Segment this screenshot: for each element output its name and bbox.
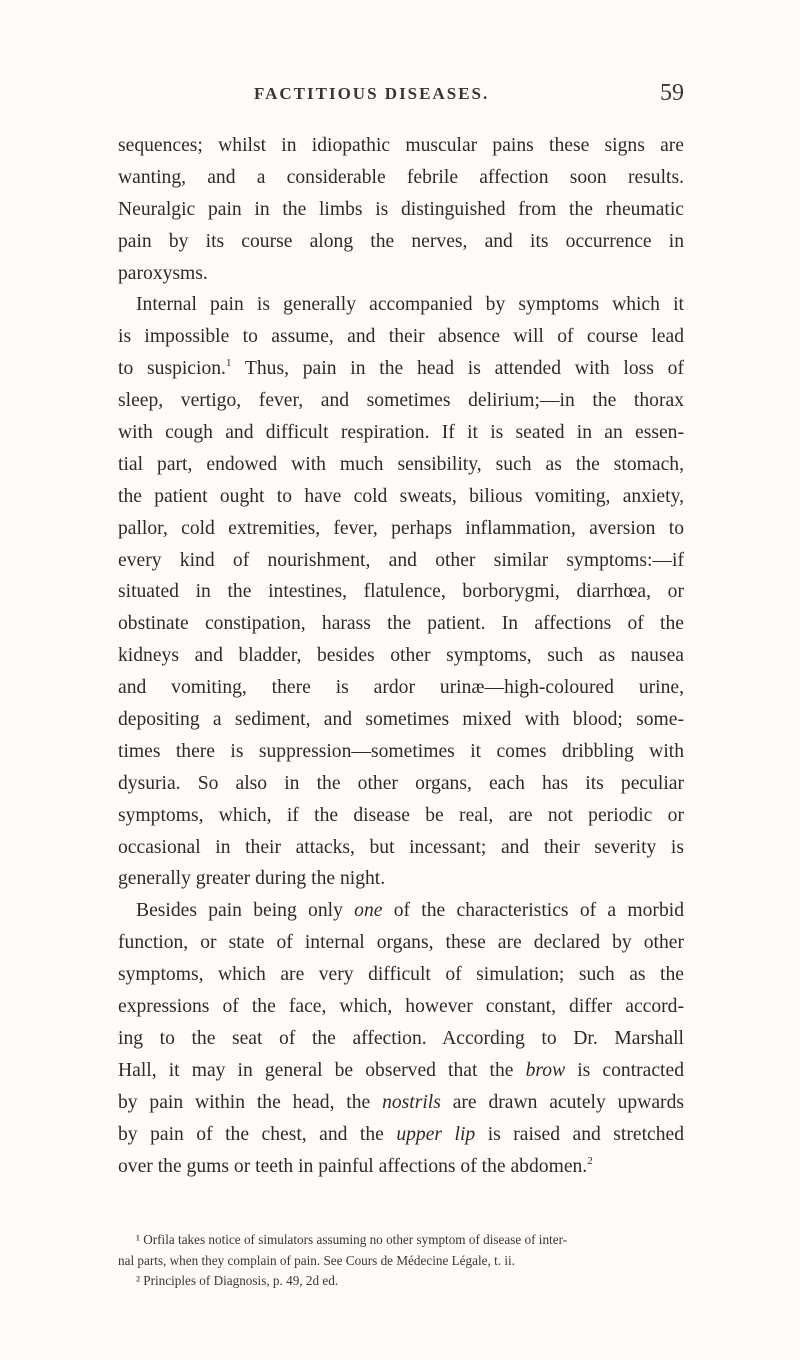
text-segment: to suspicion.: [118, 358, 226, 380]
footnote-ref-1: 1: [225, 357, 232, 370]
text-segment: Besides pain being only: [136, 900, 355, 922]
text-line: with cough and difficult respiration. If it is seated in an essen-: [118, 422, 684, 444]
text-line: is impossible to assume, and their absence will of course lead: [118, 326, 684, 348]
text-line: Neuralgic pain in the limbs is distinguished from the rheumatic: [118, 198, 684, 220]
text-line: pain by its course along the nerves, and its occurrence in: [118, 230, 684, 252]
text-line: sequences; whilst in idiopathic muscular pains these signs are: [118, 135, 684, 156]
text-line: ing to the seat of the affection. According to Dr. Marshall: [118, 1027, 684, 1049]
text-line: pallor, cold extremities, fever, perhaps inflammation, aversion to: [118, 517, 684, 539]
text-line: tial part, endowed with much sensibility, such as the stomach,: [118, 453, 684, 475]
text-segment: Thus, pain in the head is attended with loss of: [231, 358, 685, 380]
footnote-2: ² Principles of Diagnosis, p. 49, 2d ed.: [136, 1273, 339, 1288]
text-line: [118, 1119, 684, 1151]
text-line: symptoms, which, if the disease be real, are not periodic or: [118, 804, 684, 826]
text-line: occasional in their attacks, but incessant; and their severity is: [118, 836, 684, 858]
italic-term: one: [354, 900, 383, 922]
text-line: situated in the intestines, flatulence, borborygmi, diarrhœa, or: [118, 581, 684, 603]
text-line: wanting, and a considerable febrile affection soon results.: [118, 166, 684, 188]
text-line: times there is suppression—sometimes it comes dribbling with: [118, 740, 684, 762]
footnote-1-continued: nal parts, when they complain of pain. See Cours de Médecine Légale, t. ii.: [118, 1252, 515, 1268]
text-segment: are drawn acutely upwards: [440, 1091, 685, 1113]
text-line-with-ref: [118, 353, 684, 385]
text-line: sleep, vertigo, fever, and sometimes delirium;—in the thorax: [118, 390, 684, 412]
text-line: the patient ought to have cold sweats, bilious vomiting, anxiety,: [118, 485, 684, 507]
text-line: [118, 1055, 684, 1087]
text-segment: by pain of the chest, and the: [118, 1123, 397, 1145]
text-line: dysuria. So also in the other organs, each has its peculiar: [118, 772, 684, 794]
text-line: expressions of the face, which, however constant, differ accord-: [118, 996, 684, 1018]
page-number: 59: [660, 80, 684, 106]
italic-term: upper lip: [396, 1123, 476, 1145]
running-head: [118, 80, 684, 112]
text-line-with-ref: [118, 1151, 684, 1183]
text-line: and vomiting, there is ardor urinæ—high-coloured urine,: [118, 677, 684, 699]
paragraph-start: Internal pain is generally accompanied by symptoms which it: [136, 294, 684, 316]
text-line: obstinate constipation, harass the patient. In affections of the: [118, 613, 684, 635]
text-line: kidneys and bladder, besides other symptoms, such as nausea: [118, 645, 684, 667]
italic-term: nostrils: [382, 1091, 441, 1113]
running-title: FACTITIOUS DISEASES.: [254, 84, 490, 103]
text-segment: Hall, it may in general be observed that the: [118, 1059, 526, 1081]
text-line: symptoms, which are very difficult of simulation; such as the: [118, 964, 684, 986]
footnotes: [118, 1230, 684, 1292]
text-segment: over the gums or teeth in painful affections of the abdomen.: [118, 1155, 588, 1177]
body-text: [118, 130, 684, 1182]
footnote-ref-2: 2: [587, 1154, 593, 1167]
text-segment: by pain within the head, the: [118, 1091, 383, 1113]
italic-term: brow: [525, 1059, 566, 1081]
text-segment: of the characteristics of a morbid: [382, 900, 684, 922]
text-line: generally greater during the night.: [118, 868, 386, 890]
text-segment: is raised and stretched: [475, 1123, 684, 1145]
text-line: function, or state of internal organs, these are declared by other: [118, 932, 684, 954]
paragraph-start: [118, 895, 684, 927]
text-line: depositing a sediment, and sometimes mixed with blood; some-: [118, 709, 684, 731]
footnote-1: ¹ Orfila takes notice of simulators assuming no other symptom of disease of inter-: [136, 1232, 568, 1247]
text-segment: is contracted: [565, 1059, 684, 1081]
text-line: [118, 1087, 684, 1119]
text-line: paroxysms.: [118, 262, 208, 284]
text-line: every kind of nourishment, and other similar symptoms:—if: [118, 549, 684, 571]
